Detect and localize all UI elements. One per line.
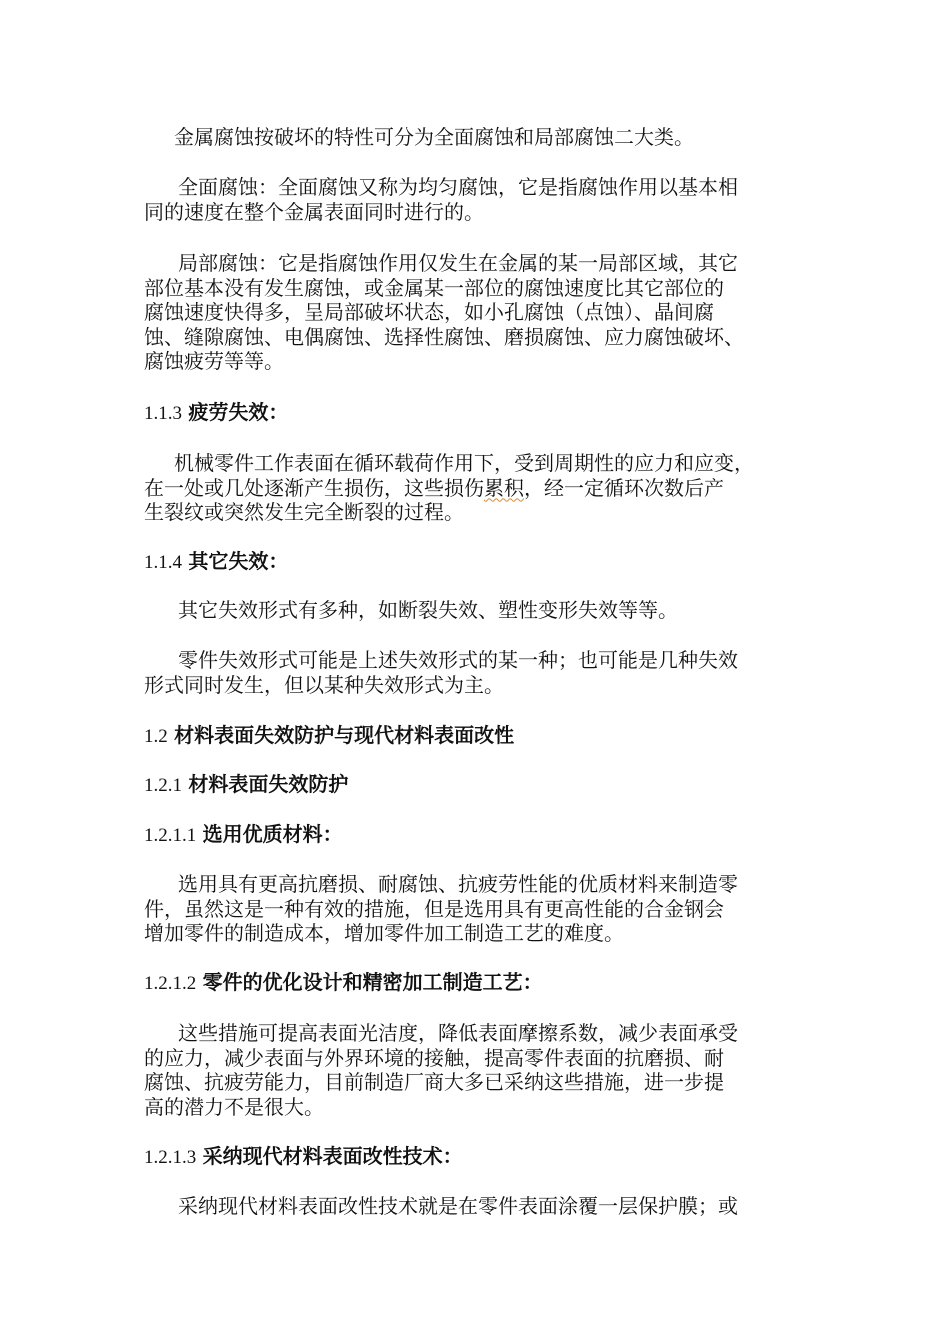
heading-title: 选用优质材料： <box>202 822 343 846</box>
paragraph-local-corrosion <box>144 251 824 374</box>
text-line: 采纳现代材料表面改性技术就是在零件表面涂覆一层保护膜；或 <box>178 1194 738 1218</box>
text-line: 的应力，减少表面与外界环境的接触，提高零件表面的抗磨损、耐 <box>144 1045 724 1070</box>
text-line: 腐蚀疲劳等等。 <box>144 349 284 373</box>
paragraph-uniform-corrosion <box>144 175 824 224</box>
text-line: 生裂纹或突然发生完全断裂的过程。 <box>144 500 464 524</box>
heading-number: 1.1.3 <box>144 403 182 424</box>
paragraph-failure-combination <box>144 648 824 697</box>
text-line: 形式同时发生，但以某种失效形式为主。 <box>144 672 504 697</box>
text-line: 局部腐蚀：它是指腐蚀作用仅发生在金属的某一局部区域，其它 <box>178 251 738 275</box>
text-line: 全面腐蚀：全面腐蚀又称为均匀腐蚀，它是指腐蚀作用以基本相 <box>178 175 738 199</box>
heading-number: 1.1.4 <box>144 552 182 573</box>
paragraph-optimized-design <box>144 1021 824 1119</box>
text-line: 蚀、缝隙腐蚀、电偶腐蚀、选择性腐蚀、磨损腐蚀、应力腐蚀破坏、 <box>144 324 744 349</box>
text-line: 金属腐蚀按破坏的特性可分为全面腐蚀和局部腐蚀二大类。 <box>174 125 694 149</box>
text-line: 部位基本没有发生腐蚀，或金属某一部位的腐蚀速度比其它部位的 <box>144 275 724 300</box>
heading-quality-materials <box>144 822 824 849</box>
heading-optimized-design <box>144 970 824 997</box>
heading-number: 1.2.1.3 <box>144 1147 197 1168</box>
heading-number: 1.2.1 <box>144 775 182 796</box>
heading-title: 疲劳失效： <box>188 400 289 424</box>
text-line: 其它失效形式有多种，如断裂失效、塑性变形失效等等。 <box>178 598 678 622</box>
text-line: 这些措施可提高表面光洁度，降低表面摩擦系数，减少表面承受 <box>178 1021 738 1045</box>
text-line: 零件失效形式可能是上述失效形式的某一种；也可能是几种失效 <box>178 648 738 672</box>
heading-title: 材料表面失效防护 <box>188 772 349 796</box>
heading-surface-protection-modification <box>144 723 824 750</box>
text-line: 增加零件的制造成本，增加零件加工制造工艺的难度。 <box>144 921 624 945</box>
heading-fatigue-failure <box>144 400 824 427</box>
heading-title: 材料表面失效防护与现代材料表面改性 <box>174 723 515 747</box>
paragraph-other-failure-forms <box>144 598 824 623</box>
heading-surface-failure-protection <box>144 772 824 799</box>
spellcheck-marked-word: 累积 <box>484 475 524 500</box>
paragraph-fatigue <box>144 451 824 525</box>
text-line: 同的速度在整个金属表面同时进行的。 <box>144 199 484 224</box>
paragraph-quality-materials <box>144 872 824 946</box>
heading-title: 其它失效： <box>188 549 289 573</box>
paragraph-corrosion-types <box>144 125 824 150</box>
heading-title: 采纳现代材料表面改性技术： <box>202 1144 463 1168</box>
text-line: 腐蚀、抗疲劳能力，目前制造厂商大多已采纳这些措施，进一步提 <box>144 1070 724 1094</box>
text-segment: ，经一定循环次数后产 <box>524 475 724 500</box>
text-line: 高的潜力不是很大。 <box>144 1094 324 1119</box>
text-segment: 在一处或几处逐渐产生损伤，这些损伤 <box>144 475 484 500</box>
heading-number: 1.2.1.1 <box>144 825 197 846</box>
text-line: 件，虽然这是一种有效的措施，但是选用具有更高性能的合金钢会 <box>144 896 724 921</box>
heading-other-failure <box>144 549 824 576</box>
heading-number: 1.2.1.2 <box>144 973 197 994</box>
heading-number: 1.2 <box>144 726 168 747</box>
text-line: 选用具有更高抗磨损、耐腐蚀、抗疲劳性能的优质材料来制造零 <box>178 872 738 896</box>
text-line: 腐蚀速度快得多，呈局部破坏状态，如小孔腐蚀（点蚀）、晶间腐 <box>144 300 714 324</box>
heading-title: 零件的优化设计和精密加工制造工艺： <box>202 970 543 994</box>
text-line: 机械零件工作表面在循环载荷作用下，受到周期性的应力和应变， <box>174 451 754 475</box>
paragraph-surface-modification <box>144 1194 824 1219</box>
text-line <box>144 476 824 501</box>
heading-surface-modification-tech <box>144 1144 824 1171</box>
